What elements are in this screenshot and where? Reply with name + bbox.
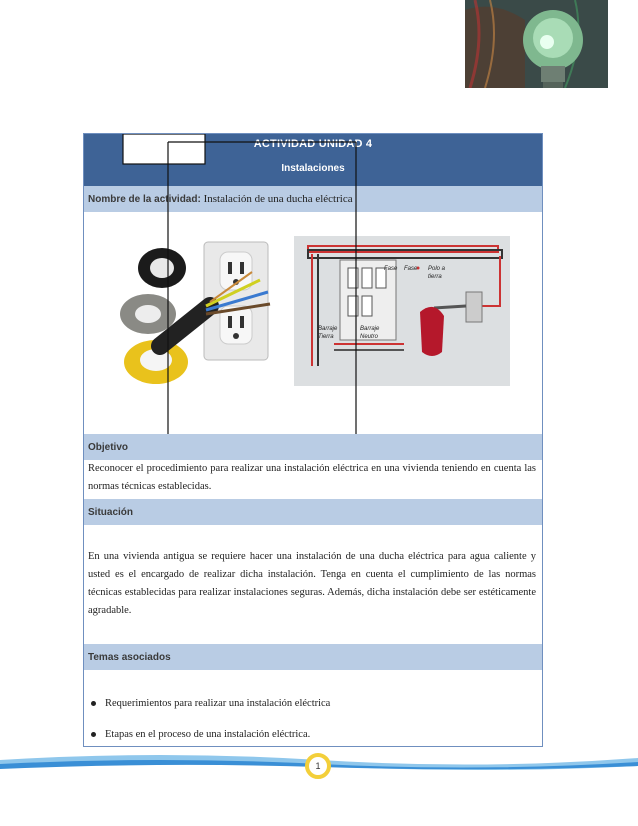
- objetivo-header: [84, 434, 542, 460]
- temas-list: [87, 696, 527, 758]
- activity-subtitle: Instalaciones: [281, 163, 345, 174]
- activity-sheet: [83, 133, 543, 747]
- lightbulb-logo: [465, 0, 608, 88]
- cables-outlet-illustration: [120, 236, 320, 416]
- objetivo-title: Objetivo: [88, 442, 129, 453]
- list-item: Requerimientos para realizar una instalación eléctrica: [87, 696, 527, 711]
- situacion-text: En una vivienda antigua se requiere hacer una instalación de una ducha eléctrica para agua caliente y usted es el encargado de realizar dicha instalación. Tenga en cuenta el cumplimiento de las normas técnicas establecidas para realizar instalaciones seguras. Además, dicha instalación debe ser estéticamente agradable.: [88, 551, 536, 616]
- diagram-label-polo-1: Polo a: [428, 266, 446, 272]
- page-number-badge: 1: [305, 753, 331, 779]
- diagram-label-polo-2: tierra: [428, 274, 442, 280]
- temas-title: Temas asociados: [88, 652, 171, 663]
- wiring-diagram: [294, 236, 510, 386]
- situacion-title: Situación: [88, 507, 134, 518]
- diagram-label-barraje-tierra-1: Barraje: [318, 326, 338, 332]
- diagram-label-fase-2: Fase: [404, 266, 418, 272]
- sheet-header: [84, 134, 542, 186]
- diagram-label-barraje-neutro-1: Barraje: [360, 326, 380, 332]
- activity-name-row: [84, 186, 542, 212]
- activity-name-label: Nombre de la actividad:: [88, 194, 201, 205]
- situacion-header: [84, 499, 542, 525]
- diagram-label-fase-1: Fase: [384, 266, 398, 272]
- temas-header: [84, 644, 542, 670]
- objetivo-text: Reconocer el procedimiento para realizar una instalación eléctrica en una vivienda teniendo en cuenta las normas técnicas establecidas.: [88, 463, 536, 492]
- list-item: Etapas en el proceso de una instalación eléctrica.: [87, 727, 527, 742]
- diagram-label-barraje-tierra-2: Tierra: [318, 334, 334, 340]
- diagram-label-barraje-neutro-2: Neutro: [360, 334, 379, 340]
- illustration-area: [84, 212, 542, 434]
- activity-title: ACTIVIDAD UNIDAD 4: [253, 138, 373, 150]
- activity-name-value: Instalación de una ducha eléctrica: [203, 193, 353, 205]
